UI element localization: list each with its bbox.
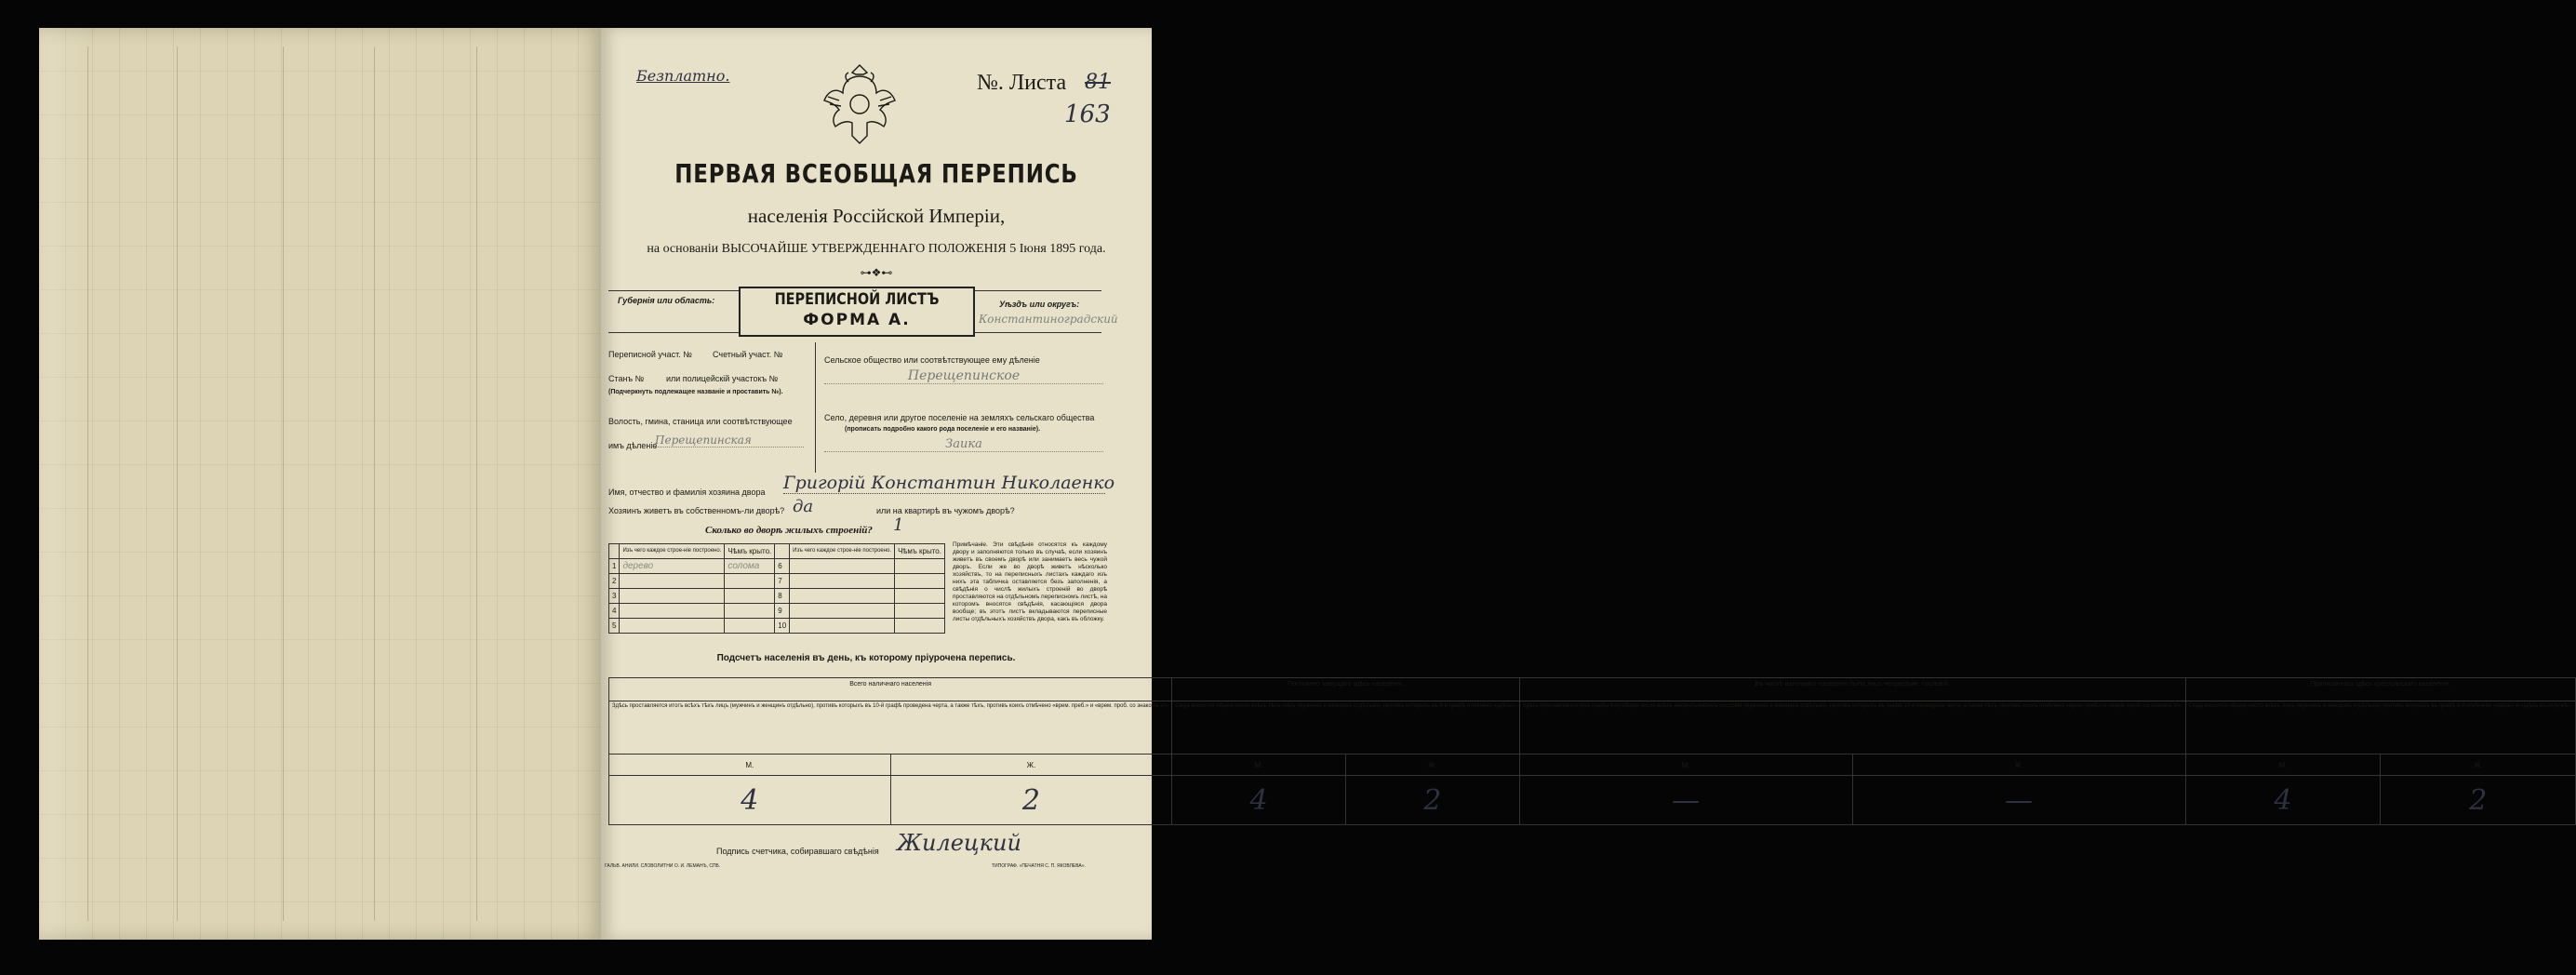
police-section-label: или полицейскій участокъ № xyxy=(666,374,779,383)
tally-description: Сюда вносится общее число всѣхъ тѣхъ лицъ (мужчинъ и женщинъ отдѣльно), противъ которыхъ въ 9-й графѣ отмѣчено «здѣсь». xyxy=(1172,701,1519,755)
tally-value: 2 xyxy=(2381,776,2576,825)
tally-value: — xyxy=(1519,776,1852,825)
col-roof: Чѣмъ крыто. xyxy=(725,544,775,559)
female-header: Ж. xyxy=(2381,755,2576,776)
table-row xyxy=(609,604,945,619)
form-subtitle-a: ФОРМА А. xyxy=(803,311,911,329)
buildings-note: Примѣчаніе. Эти свѣдѣнія относятся къ каждому двору и заполняются только въ случаѣ, если хозяинъ живетъ въ своемъ дворѣ или занимаетъ весь чужой дворъ. Если же во дворѣ живетъ нѣсколько хозяйствъ, то на переписныхъ листахъ каждаго изъ нихъ эта табличка оставляется безъ заполненія, а свѣдѣнія о числѣ жилыхъ строеній во дворѣ проставляются на отдѣльномъ переписномъ листѣ, на которомъ вносятся свѣдѣнія, касающіяся двора вообще; въ этотъ листъ вкладываются переписные листы отдѣльныхъ хозяйствъ двора, какъ въ обложку. xyxy=(953,541,1107,622)
row-number: 3 xyxy=(609,589,620,604)
volost-label: Волость, гмина, станица или соотвѣтствующее xyxy=(608,417,793,426)
printer-left: ГАЛЬВ. АНИЛИ. СЛОВОЛИТНИ О. И. ЛЕМАНЪ, СПБ. xyxy=(605,863,721,869)
male-header: М. xyxy=(1519,755,1852,776)
ornament: ⊶❖⊷ xyxy=(860,266,893,279)
table-row xyxy=(609,574,945,589)
male-header: М. xyxy=(609,755,891,776)
male-header: М. xyxy=(2185,755,2381,776)
society-value: Перещепинское xyxy=(824,368,1103,384)
stan-note: (Подчеркнуть подлежащее названіе и проставить №). xyxy=(608,389,783,395)
tally-header: Приписаннаго здѣсь крестьянскаго населенія. xyxy=(2185,678,2576,701)
printer-right: ТИПОГРАФ. «ПЕЧАТНЯ С. П. ЯКОВЛЕВА». xyxy=(992,863,1086,869)
table-row xyxy=(609,559,945,574)
lives-own-label: Хозяинъ живетъ въ собственномъ-ли дворѣ? xyxy=(608,506,785,515)
row-number: 7 xyxy=(775,574,790,589)
tally-description: Сюда вносится общее число всѣхъ лицъ (мужчинъ и женщинъ отдѣльно), противъ которыхъ въ графѣ 8-й отмѣчено «здѣсь» и «здѣсь въ отлучкѣ». xyxy=(2185,701,2576,755)
count-section-label: Счетный участ. № xyxy=(713,350,783,359)
tally-table xyxy=(608,677,2576,825)
female-header: Ж. xyxy=(1852,755,2185,776)
form-main-title: ПЕРВАЯ ВСЕОБЩАЯ ПЕРЕПИСЬ xyxy=(674,158,1078,189)
owner-label: Имя, отчество и фамилія хозяина двора xyxy=(608,488,766,497)
lives-rent-label: или на квартирѣ въ чужомъ дворѣ? xyxy=(876,506,1015,515)
stan-label: Станъ № xyxy=(608,374,645,383)
buildings-value: 1 xyxy=(893,515,904,535)
tally-value: 4 xyxy=(1172,776,1346,825)
row-number: 2 xyxy=(609,574,620,589)
left-blank-page xyxy=(39,28,601,940)
row-number: 4 xyxy=(609,604,620,619)
form-title: ПЕРЕПИСНОЙ ЛИСТЪ xyxy=(774,290,940,309)
field-divider xyxy=(815,342,816,473)
sheet-number: 163 xyxy=(1064,100,1111,128)
female-header: Ж. xyxy=(1345,755,1519,776)
tally-value: 4 xyxy=(2185,776,2381,825)
tally-header: Всего наличнаго населенія xyxy=(609,678,1172,701)
row-number: 5 xyxy=(609,619,620,634)
gubernia-label: Губернія или область: xyxy=(618,296,715,305)
imperial-eagle-icon xyxy=(821,63,899,149)
census-section-label: Переписной участ. № xyxy=(608,350,692,359)
tally-header: Постоянно живущаго здѣсь населенія. xyxy=(1172,678,1519,701)
tally-title: Подсчетъ населенія въ день, къ которому пріурочена перепись. xyxy=(716,653,1016,663)
counter-signature: Жилецкий xyxy=(897,830,1021,856)
col-material: Изъ чего каждое строе-ніе построено. xyxy=(620,544,725,559)
buildings-table xyxy=(608,543,945,634)
row-number: 9 xyxy=(775,604,790,619)
lives-own-value: да xyxy=(793,497,814,516)
volost-label-2: имъ дѣленіе xyxy=(608,441,658,450)
col-roof-2: Чѣмъ крыто. xyxy=(895,544,945,559)
form-subtitle: населенія Россійской Имперіи, xyxy=(747,205,1006,227)
uezd-value: Константиноградский xyxy=(979,313,1118,326)
tally-value: 2 xyxy=(890,776,1172,825)
volost-value: Перещепинская xyxy=(655,434,804,447)
female-header: Ж. xyxy=(890,755,1172,776)
form-basis: на основаніи ВЫСОЧАЙШЕ УТВЕРЖДЕННАГО ПОЛОЖЕНІЯ 5 Іюня 1895 года. xyxy=(647,242,1106,256)
tally-value: 4 xyxy=(609,776,891,825)
tally-value: — xyxy=(1852,776,2185,825)
village-value: Заика xyxy=(824,437,1103,452)
owner-value: Григорій Константин Николаенко xyxy=(783,473,1115,493)
signature-label: Подпись счетчика, собиравшаго свѣдѣнія xyxy=(716,847,879,856)
row-number: 10 xyxy=(775,619,790,634)
buildings-label: Сколько во дворѣ жилыхъ строеній? xyxy=(705,525,873,536)
society-label: Сельское общество или соотвѣтствующее ему дѣленіе xyxy=(824,355,1040,365)
row1-roof: солома xyxy=(725,559,775,574)
census-form-page xyxy=(601,28,2573,940)
row1-material: дерево xyxy=(620,559,725,574)
table-row xyxy=(609,619,945,634)
tally-value: 2 xyxy=(1345,776,1519,825)
village-label: Село, деревня или другое поселеніе на земляхъ сельскаго общества xyxy=(824,413,1095,422)
village-note: (прописать подробно какого рода поселеніе и его названіе). xyxy=(845,426,1041,433)
free-note: Безплатно. xyxy=(636,67,730,85)
tally-description: Здѣсь проставляется (изъ графы 6-й) общее число всѣхъ некрестьянскихъ сословій (мужчинъ и женщинъ отдѣльно), противъ которыхъ въ графѣ 10-й проведена черта, а также тѣхъ, противъ коихъ отмѣчено «врем. преб.» и «врем. проб. со знакомъ V». xyxy=(1519,701,2185,755)
col-material-2: Изъ чего каждое строе-ніе построено. xyxy=(790,544,895,559)
male-header: М. xyxy=(1172,755,1346,776)
row-number: 1 xyxy=(609,559,620,574)
tally-description: Здѣсь проставляется итогъ всѣхъ тѣхъ лицъ (мужчинъ и женщинъ отдѣльно), противъ которыхъ въ 10-й графѣ проведена черта, а также тѣхъ, противъ коихъ отмѣчено «врем. преб.» и «врем. проб. со знакомъ V». xyxy=(609,701,1172,755)
uezd-label: Уѣздъ или округъ: xyxy=(999,300,1080,309)
table-row xyxy=(609,589,945,604)
row-number: 8 xyxy=(775,589,790,604)
sheet-label: №. Листа xyxy=(977,71,1067,95)
row-number: 6 xyxy=(775,559,790,574)
tally-header: Въ числѣ наличнаго населенія было лицъ некрестьян. сословій. xyxy=(1519,678,2185,701)
sheet-number-crossed: 81 xyxy=(1085,71,1111,94)
